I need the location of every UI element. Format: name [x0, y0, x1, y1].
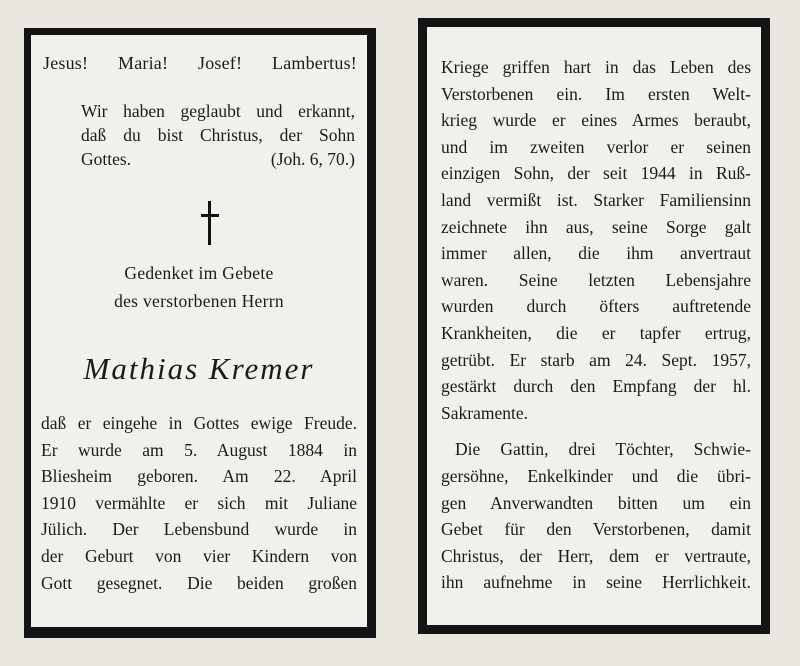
text-line: Die Gattin, drei Töchter, Schwie-	[455, 439, 751, 460]
text-line: 1910 vermählte er sich mit Juliane	[41, 492, 357, 513]
scripture-quote-line: Wir haben geglaubt und erkannt,	[81, 101, 355, 121]
text-line: Jülich. Der Lebensbund wurde in	[41, 519, 357, 540]
biography-continued	[441, 54, 751, 596]
text-line: Sakramente.	[441, 402, 528, 423]
text-line: daß er eingehe in Gottes ewige Freude.	[41, 413, 357, 433]
text-line: Er wurde am 5. August 1884 in	[41, 439, 357, 460]
scripture-quote-word: Gottes.	[81, 149, 132, 169]
text-line: gen Anverwandten bitten um ein	[441, 492, 751, 513]
text-line: Krankheiten, die er tapfer ertrug,	[441, 322, 751, 343]
text-line: gersöhne, Enkelkinder und die übri-	[441, 465, 751, 486]
text-line: Christus, der Herr, dem er vertraute,	[441, 545, 751, 566]
text-line: Gebet für den Verstorbenen, damit	[441, 519, 751, 540]
text-line: ihn aufnehme in seine Herrlichkeit.	[441, 572, 751, 593]
text-line: Bliesheim geboren. Am 22. April	[41, 466, 357, 487]
text-line: getrübt. Er starb am 24. Sept. 1957,	[441, 349, 751, 370]
text-line: Gott gesegnet. Die beiden großen	[41, 572, 357, 593]
text-line: Kriege griffen hart in das Leben des	[441, 57, 751, 77]
invocation-names: Jesus! Maria! Josef! Lambertus!	[43, 53, 357, 73]
scripture-citation: (Joh. 6, 70.)	[270, 149, 355, 169]
scripture-quote-line: daß du bist Christus, der Sohn	[81, 125, 355, 145]
remember-line-2: des verstorbenen Herrn	[114, 291, 284, 311]
text-line: Verstorbenen ein. Im ersten Welt-	[441, 83, 751, 104]
text-line: immer allen, die ihm anvertraut	[441, 243, 751, 264]
text-line: wurden durch öfters auftretende	[441, 296, 751, 317]
scripture-quote-last-line	[81, 147, 355, 171]
right-card-panel	[418, 18, 770, 634]
text-line: gestärkt durch den Empfang der hl.	[441, 376, 751, 397]
text-line: und im zweiten verlor er seinen	[441, 136, 751, 157]
text-line: krieg wurde er eines Armes beraubt,	[441, 110, 751, 131]
deceased-name: Mathias Kremer	[83, 351, 315, 386]
text-line: zeichnete ihn aus, seine Sorge galt	[441, 216, 751, 237]
left-card-panel	[24, 28, 376, 638]
biography-text	[41, 410, 357, 596]
remember-line-1: Gedenket im Gebete	[124, 263, 274, 283]
text-line: waren. Seine letzten Lebensjahre	[441, 269, 751, 290]
cross-icon	[201, 201, 219, 245]
text-line: der Geburt von vier Kindern von	[41, 545, 357, 566]
text-line: land vermißt ist. Starker Familiensinn	[441, 189, 751, 210]
text-line: einzigen Sohn, der seit 1944 in Ruß-	[441, 163, 751, 184]
